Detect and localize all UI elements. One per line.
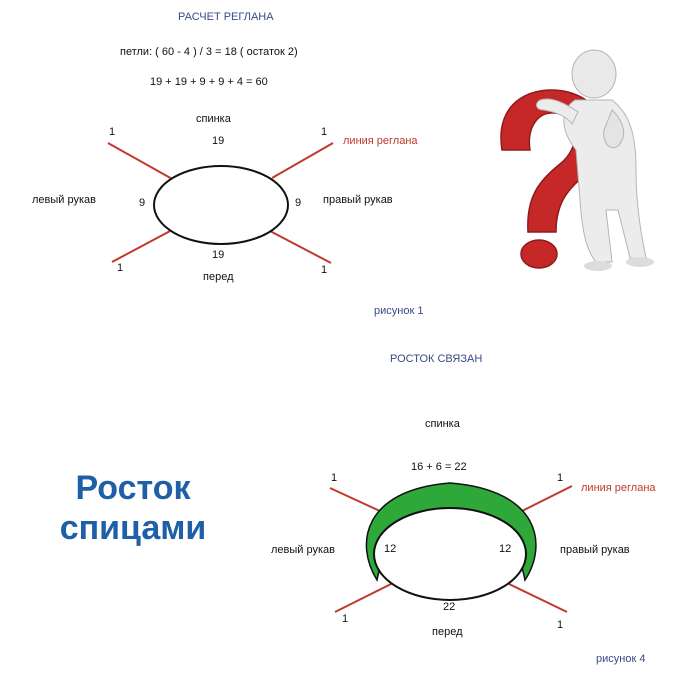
diagram1-corner-top-left: 1	[109, 126, 116, 138]
headline-line2: спицами	[59, 509, 207, 547]
diagram1-corner-bottom-right: 1	[321, 264, 328, 276]
diagram1-right-value: 9	[295, 197, 302, 209]
diagram1-neckline-ellipse	[154, 166, 288, 244]
diagram1-corner-bottom-left: 1	[117, 262, 124, 274]
diagram1-formula-sum: 19 + 19 + 9 + 9 + 4 = 60	[150, 76, 268, 88]
diagram1-back-value: 19	[212, 135, 225, 147]
diagram2-back-formula: 16 + 6 = 22	[411, 461, 467, 473]
diagram2-right-sleeve-label: правый рукав	[560, 544, 630, 556]
diagram2-front-label: перед	[432, 626, 463, 638]
diagram1-raglan-line-label: линия реглана	[343, 135, 418, 147]
diagram2-corner-top-left: 1	[331, 472, 338, 484]
diagram1-formula-stitches: петли: ( 60 - 4 ) / 3 = 18 ( остаток 2)	[120, 46, 298, 58]
diagram1-front-value: 19	[212, 249, 225, 261]
diagram2-corner-top-right: 1	[557, 472, 564, 484]
diagram1-left-sleeve-label: левый рукав	[32, 194, 96, 206]
diagram1-right-sleeve-label: правый рукав	[323, 194, 393, 206]
diagram2-back-label: спинка	[425, 418, 460, 430]
headline-line1: Росток	[75, 469, 191, 507]
diagram1-caption: рисунок 1	[374, 305, 424, 317]
diagram2-title: РОСТОК СВЯЗАН	[390, 353, 483, 365]
headline	[48, 468, 218, 548]
diagram2-right-value: 12	[499, 543, 512, 555]
diagram2-front-value: 22	[443, 601, 456, 613]
diagram2-corner-bottom-left: 1	[342, 613, 349, 625]
diagram1-front-label: перед	[203, 271, 234, 283]
diagram1-raglan-line-tl	[108, 143, 174, 180]
diagram1-raglan-line-bl	[112, 230, 172, 262]
diagram2-raglan-line-bl	[335, 582, 395, 612]
diagram1-back-label: спинка	[196, 113, 231, 125]
diagram1-raglan-line-tr	[272, 143, 333, 178]
diagram2-raglan-line-tr	[520, 486, 572, 512]
diagram1-raglan-line-br	[270, 231, 331, 263]
diagram1-title: РАСЧЕТ РЕГЛАНА	[178, 11, 274, 23]
diagram2-left-value: 12	[384, 543, 397, 555]
diagram2-raglan-line-tl	[330, 488, 382, 512]
question-mark-figure	[501, 50, 654, 271]
diagram2-raglan-line-label: линия реглана	[581, 482, 656, 494]
diagram1-left-value: 9	[139, 197, 146, 209]
diagram2-left-sleeve-label: левый рукав	[271, 544, 335, 556]
diagram1-corner-top-right: 1	[321, 126, 328, 138]
diagram2-raglan-line-br	[505, 582, 567, 612]
diagram2-corner-bottom-right: 1	[557, 619, 564, 631]
diagram2-caption: рисунок 4	[596, 653, 646, 665]
